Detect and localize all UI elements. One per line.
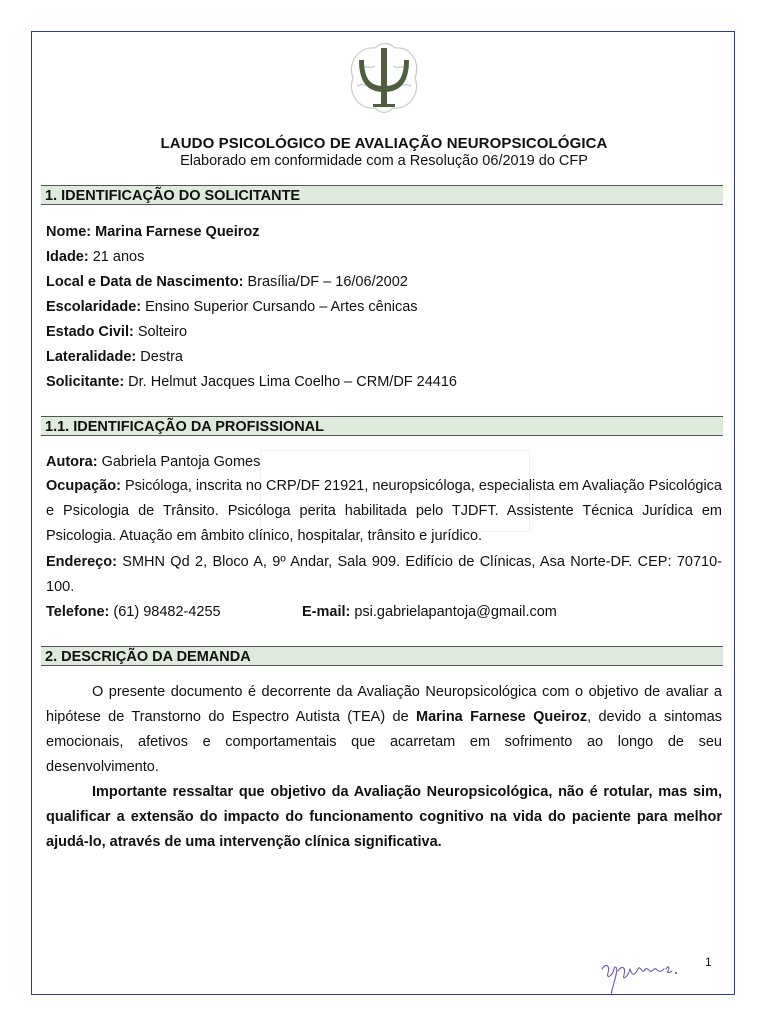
field-value: Psicóloga, inscrita no CRP/DF 21921, neuropsicóloga, especialista em Avaliação Psicológica e Psicologia de Trânsito. Psicóloga perita habilitada pelo TJDFT. Assistente Técnica Jurídica em Psicologia. Atuação em âmbito clínico, hospitalar, trânsito e jurídico. <box>46 478 722 544</box>
field-label: Nome: Marina Farnese Queiroz <box>46 224 260 240</box>
field-label: Telefone: <box>46 604 110 620</box>
field-autora <box>46 454 260 470</box>
field-email <box>302 604 557 620</box>
paragraph-demanda <box>46 680 722 780</box>
paragraph-text: , devido a sintomas emocionais, afetivos e comportamentais que acarretam em sofrimento ao longo de seu desenvolvimento. <box>46 709 723 775</box>
field-ocupacao <box>46 474 722 549</box>
field-solicitante <box>46 374 457 390</box>
field-label: Endereço: <box>46 554 117 570</box>
document-subtitle: Elaborado em conformidade com a Resolução 06/2019 do CFP <box>180 153 588 169</box>
field-estado-civil <box>46 324 187 340</box>
page-number: 1 <box>705 955 712 969</box>
field-idade <box>46 249 144 265</box>
field-value: Brasília/DF – 16/06/2002 <box>243 274 408 290</box>
field-escolaridade <box>46 299 418 315</box>
field-value: (61) 98482-4255 <box>109 604 221 620</box>
paragraph-text: O presente documento é decorrente da Avaliação Neuropsicológica com o objetivo de avaliar a hipótese de Transtorno do Espectro Autista (TEA) de <box>46 684 722 725</box>
field-value: Gabriela Pantoja Gomes <box>97 454 261 470</box>
field-label: E-mail: <box>302 604 351 620</box>
paragraph-importante: Importante ressaltar que objetivo da Avaliação Neuropsicológica, não é rotular, mas sim, qualificar a extensão do impacto do funcionamento cognitivo na vida do paciente para melhor ajudá-lo, através de uma intervenção clínica significativa. <box>46 784 722 850</box>
section-heading-solicitante: 1. IDENTIFICAÇÃO DO SOLICITANTE <box>41 185 723 205</box>
field-label: Idade: <box>46 249 89 265</box>
field-label: Estado Civil: <box>46 324 134 340</box>
field-label: Ocupação: <box>46 478 121 494</box>
field-label: Local e Data de Nascimento: <box>46 274 244 290</box>
handwritten-signature <box>598 955 680 999</box>
patient-name: Marina Farnese Queiroz <box>416 709 588 725</box>
field-label: Solicitante: <box>46 374 125 390</box>
field-nascimento <box>46 274 408 290</box>
document-title: LAUDO PSICOLÓGICO DE AVALIAÇÃO NEUROPSICOLÓGICA <box>160 135 608 152</box>
field-telefone <box>46 604 221 620</box>
field-value: 21 anos <box>88 249 145 265</box>
section-heading-profissional: 1.1. IDENTIFICAÇÃO DA PROFISSIONAL <box>41 416 723 436</box>
section-heading-demanda: 2. DESCRIÇÃO DA DEMANDA <box>41 646 723 666</box>
field-value: Solteiro <box>133 324 188 340</box>
field-value: psi.gabrielapantoja@gmail.com <box>350 604 557 620</box>
field-label: Escolaridade: <box>46 299 142 315</box>
field-label: Lateralidade: <box>46 349 137 365</box>
field-label: Autora: <box>46 454 98 470</box>
field-value: Destra <box>136 349 183 365</box>
field-value: Dr. Helmut Jacques Lima Coelho – CRM/DF 24416 <box>124 374 457 390</box>
field-value: Ensino Superior Cursando – Artes cênicas <box>141 299 418 315</box>
field-lateralidade <box>46 349 183 365</box>
psi-logo-icon <box>345 38 423 116</box>
field-nome <box>46 224 260 240</box>
field-endereco <box>46 550 722 600</box>
field-value: SMHN Qd 2, Bloco A, 9º Andar, Sala 909. Edifício de Clínicas, Asa Norte-DF. CEP: 70710-100. <box>46 554 722 595</box>
